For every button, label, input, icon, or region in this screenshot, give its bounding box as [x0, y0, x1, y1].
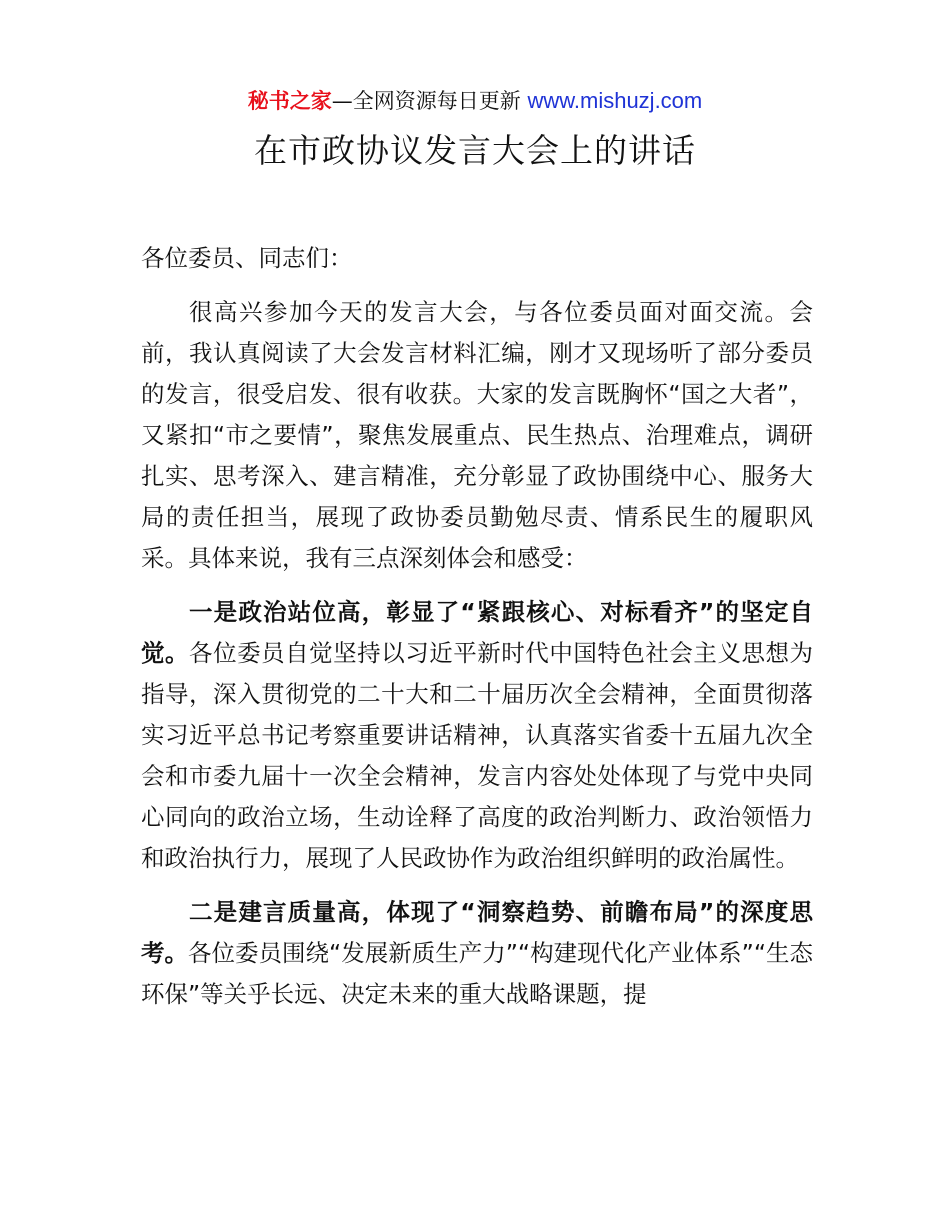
header-tagline: —全网资源每日更新	[331, 89, 521, 113]
document-title: 在市政协议发言大会上的讲话	[254, 131, 696, 170]
document-body	[141, 238, 813, 1028]
point-one-paragraph	[141, 592, 813, 879]
site-url-link[interactable]: www.mishuzj.com	[527, 88, 703, 113]
point-two-paragraph	[141, 892, 813, 1015]
point-two-body: 各位委员围绕“发展新质生产力”“构建现代化产业体系”“生态环保”等关乎长远、决定未来的重大战略课题，提	[141, 939, 814, 1008]
brand-name: 秘书之家	[247, 89, 332, 113]
intro-paragraph: 很高兴参加今天的发言大会，与各位委员面对面交流。会前，我认真阅读了大会发言材料汇编，刚才又现场听了部分委员的发言，很受启发、很有收获。大家的发言既胸怀“国之大者”，又紧扣“市之要情”，聚焦发展重点、民生热点、治理难点，调研扎实、思考深入、建言精准，充分彰显了政协围绕中心、服务大局的责任担当，展现了政协委员勤勉尽责、情系民生的履职风采。具体来说，我有三点深刻体会和感受：	[141, 298, 813, 572]
salutation: 各位委员、同志们：	[141, 244, 353, 272]
point-one-body: 各位委员自觉坚持以习近平新时代中国特色社会主义思想为指导，深入贯彻党的二十大和二十届历次全会精神，全面贯彻落实习近平总书记考察重要讲话精神，认真落实省委十五届九次全会和市委九届十一次全会精神，发言内容处处体现了与党中央同心同向的政治立场，生动诠释了高度的政治判断力、政治领悟力和政治执行力，展现了人民政协作为政治组织鲜明的政治属性。	[141, 639, 814, 872]
site-header-banner	[0, 86, 950, 116]
point-two-lead: 二是建言质量高，体现了“洞察趋势、前瞻布局”的深度思考。	[141, 898, 813, 967]
point-one-lead: 一是政治站位高，彰显了“紧跟核心、对标看齐”的坚定自觉。	[141, 598, 813, 667]
